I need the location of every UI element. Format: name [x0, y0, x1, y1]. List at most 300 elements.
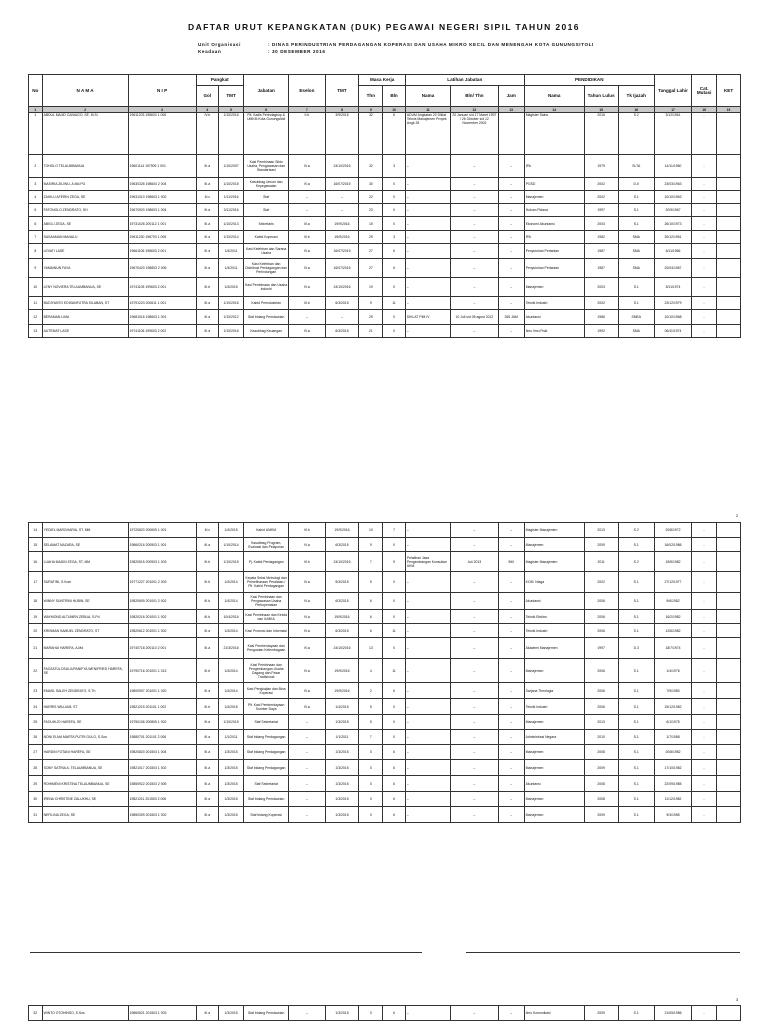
cell-lahir: 27/12/1977 [654, 572, 691, 593]
cell-gol: III.a [196, 325, 219, 338]
cell-nip: 19821215 201101 1 002 [128, 699, 196, 715]
cell-ijazah: S.1 [618, 1006, 654, 1021]
cell-nama: FAOZATULOSULIUPANIFYA WENIFRIED HAREFA, SE [42, 659, 128, 683]
col-nip: N I P [128, 75, 196, 107]
col-cat-mutasi: Cat. Mutasi [692, 75, 717, 107]
cell-eselon: IV.a [289, 572, 325, 593]
cell-nip: 19880701 201101 2 006 [128, 730, 196, 745]
table-row [29, 699, 741, 715]
cell-nama: YAMAINUN FAYA [42, 259, 128, 278]
cell-mutasi: .. [692, 231, 717, 244]
cell-lat: – [405, 638, 450, 659]
cell-lahir: 6/1/1975 [654, 715, 691, 730]
cell-ijazah: S.1 [618, 730, 654, 745]
cell-thn: 2 [359, 683, 383, 699]
cell-nip: 19630326 198604 2 004 [128, 178, 196, 191]
cell-gol: III.a [196, 297, 219, 310]
cell-tmt2: 16/07/2015 [325, 244, 359, 259]
cell-eselon: IV.a [289, 638, 325, 659]
cell-nama: HARRIS WILLIAM, ST [42, 699, 128, 715]
cell-ket [717, 523, 741, 538]
cell-mutasi: .. [692, 593, 717, 610]
cell-bln: 6 [383, 807, 406, 823]
cell-thn: 0 [359, 807, 383, 823]
cell-pend: Hukum Pidana [524, 204, 584, 217]
cell-eselon: II.b [289, 113, 325, 155]
cell-no: 22 [29, 659, 43, 683]
column-number: 12 [451, 107, 499, 113]
cell-jabatan: Kasi Pembinaan dan Pengembangan Usaha Dagang dan Pasar Tradisional [244, 659, 289, 683]
cell-gol: III.a [196, 538, 219, 552]
cell-nama: ZAHILU AFERIN ZEGA, SE [42, 191, 128, 204]
cell-ket [717, 259, 741, 278]
cell-pend: Manajemen [524, 278, 584, 297]
cell-mutasi: .. [692, 610, 717, 624]
cell-no: 10 [29, 278, 43, 297]
cell-tmt2: 24/10/2016 [325, 552, 359, 572]
cell-gol: III.a [196, 807, 219, 823]
cell-eselon: IV.a [289, 278, 325, 297]
cell-nip: 19601114 197909 1 001 [128, 155, 196, 178]
cell-nama: NONI ELMA MARTA PUTRI GULO, S.Sos [42, 730, 128, 745]
cell-thn: 0 [359, 745, 383, 760]
cell-mutasi: .. [692, 807, 717, 823]
cell-ijazah: SMA [618, 244, 654, 259]
cell-jabatan: Kabid Koperasi [244, 231, 289, 244]
cell-lat: – [405, 572, 450, 593]
cell-eselon: III.b [289, 297, 325, 310]
cell-ijazah: S.1 [618, 745, 654, 760]
cell-lulus: 2002 [584, 297, 618, 310]
cell-thn: 0 [359, 792, 383, 807]
cell-nama: EMASL SALEH ZENDRATO, S.Th [42, 683, 128, 699]
cell-no: 11 [29, 297, 43, 310]
cell-tmt2: 6/3/2015 [325, 593, 359, 610]
table-body-page-1 [29, 113, 741, 338]
cell-lulus: 2006 [584, 683, 618, 699]
cell-lat-bt: – [451, 325, 499, 338]
cell-mutasi: .. [692, 244, 717, 259]
cell-ijazah: S.1 [618, 204, 654, 217]
cell-jabatan: Kasi Pembinaan dan Usaha Industri [244, 278, 289, 297]
cell-ket [717, 217, 741, 231]
cell-lahir: 30/12/1961 [654, 231, 691, 244]
cell-bln: 0 [383, 699, 406, 715]
cell-thn: 29 [359, 310, 383, 325]
cell-tmt: 1/10/2007 [219, 155, 244, 178]
cell-lahir: 14/11/1960 [654, 155, 691, 178]
cell-jabatan: Staf bidang Pemdaurian [244, 1006, 289, 1021]
cell-nip: 19860216 200903 1 001 [128, 538, 196, 552]
cell-bln: 6 [383, 1006, 406, 1021]
cell-ket [717, 155, 741, 178]
cell-pend: Administrasi Negara [524, 730, 584, 745]
cell-jabatan: Plt. Kasi Pemberdayaan Sumber Daya [244, 699, 289, 715]
table-row [29, 552, 741, 572]
cell-nip: 19611203 198603 1 006 [128, 113, 196, 155]
cell-nip: 19681016 198603 1 001 [128, 310, 196, 325]
cell-ket [717, 659, 741, 683]
cell-jam: – [498, 730, 524, 745]
column-number: 10 [383, 107, 406, 113]
cell-lahir: 5/11/1974 [654, 278, 691, 297]
column-number: 1 [29, 107, 43, 113]
cell-nip: 19821211 201503 2 006 [128, 792, 196, 807]
col-pendidikan: PENDIDIKAN [524, 75, 654, 86]
table-row [29, 155, 741, 178]
table-row [29, 624, 741, 638]
cell-lulus: 2008 [584, 745, 618, 760]
cell-nama: NEFILINA ZEGA, SE [42, 807, 128, 823]
cell-lulus: 2006 [584, 624, 618, 638]
cell-gol: III.b [196, 552, 219, 572]
cell-pend: Magister Manajemen [524, 523, 584, 538]
cell-lat-bt: – [451, 523, 499, 538]
cell-mutasi: .. [692, 217, 717, 231]
cell-mutasi: .. [692, 683, 717, 699]
state-label: Keadaan [198, 49, 222, 54]
cell-lulus: 2008 [584, 792, 618, 807]
cell-tmt: 1/3/2015 [219, 1006, 244, 1021]
col-lat-nama: Nama [405, 86, 450, 107]
cell-ijazah: S.1 [618, 572, 654, 593]
cell-lahir: 17/10/1982 [654, 760, 691, 776]
cell-ket [717, 244, 741, 259]
cell-gol: III.a [196, 178, 219, 191]
col-jabatan: Jabatan [244, 75, 289, 107]
cell-bln: 0 [383, 325, 406, 338]
cell-bln: 0 [383, 638, 406, 659]
cell-lahir: 06/11/1974 [654, 325, 691, 338]
cell-lulus: 1997 [584, 204, 618, 217]
cell-jam: – [498, 683, 524, 699]
cell-lat: – [405, 178, 450, 191]
cell-nama: MASIRIA ZILIWU, A.Md.PG [42, 178, 128, 191]
cell-ijazah: S.1 [618, 683, 654, 699]
cell-thn: 21 [359, 325, 383, 338]
cell-lat: – [405, 155, 450, 178]
cell-pend: Manajemen [524, 538, 584, 552]
cell-bln: 0 [383, 191, 406, 204]
cell-nip: 19850922 201503 2 005 [128, 776, 196, 792]
cell-lat-bt: – [451, 745, 499, 760]
cell-lat-bt: – [451, 538, 499, 552]
cell-lulus: 2009 [584, 1006, 618, 1021]
cell-pend: PGSD [524, 178, 584, 191]
cell-lat: ADUM Angkatan 20 Diklat Teknis Manajemen Proyek Angk 28 [405, 113, 450, 155]
cell-tmt2: 19/9/2016 [325, 683, 359, 699]
cell-no: 1 [29, 113, 43, 155]
cell-jabatan: Kabid UMKM [244, 523, 289, 538]
cell-mutasi: .. [692, 204, 717, 217]
table-row [29, 259, 741, 278]
page-number: 2 [736, 513, 739, 518]
cell-mutasi: .. [692, 259, 717, 278]
cell-mutasi: .. [692, 730, 717, 745]
cell-tmt2: 19/9/2016 [325, 523, 359, 538]
cell-tmt2: 19/9/2016 [325, 659, 359, 683]
cell-lulus: 2006 [584, 610, 618, 624]
cell-tmt2: 1/3/2015 [325, 807, 359, 823]
cell-ijazah: S.2 [618, 523, 654, 538]
cell-lulus: 2009 [584, 760, 618, 776]
col-lat-bln-thn: Bln/ Thn [451, 86, 499, 107]
cell-gol: III.b [196, 699, 219, 715]
cell-bln: 0 [383, 610, 406, 624]
cell-lat-bt: – [451, 178, 499, 191]
cell-jabatan: Kasi Pengkajian dan Bina Koperasi [244, 683, 289, 699]
cell-mutasi: .. [692, 310, 717, 325]
cell-nama: BUDIYANTO EDISANFUTRA SILABAN, ST [42, 297, 128, 310]
cell-pend: IPA [524, 231, 584, 244]
cell-eselon: IV.a [289, 325, 325, 338]
cell-nama: SELAMAT NAZARA, SE [42, 538, 128, 552]
cell-mutasi: .. [692, 745, 717, 760]
cell-bln: 0 [383, 593, 406, 610]
cell-lahir: 15/5/1982 [654, 552, 691, 572]
cell-lahir: 10/10/1968 [654, 310, 691, 325]
cell-ket [717, 191, 741, 204]
column-number: 5 [219, 107, 244, 113]
cell-jam: – [498, 1006, 524, 1021]
cell-pend: Akuntansi [524, 310, 584, 325]
cell-tmt2: 1/4/2015 [325, 699, 359, 715]
cell-lat-bt: – [451, 204, 499, 217]
page-number: 3 [736, 997, 739, 1002]
cell-nama: TOHOLO TELAUMBANUA [42, 155, 128, 178]
table-row [29, 1006, 741, 1021]
col-ket: KET [717, 75, 741, 107]
table-row [29, 760, 741, 776]
cell-tmt: 1/1/2011 [219, 730, 244, 745]
cell-lulus: 2003 [584, 278, 618, 297]
cell-nama: FATONOLO ZENDRATO, SH [42, 204, 128, 217]
cell-nip: 19820609 201001 2 002 [128, 593, 196, 610]
cell-nama: HARDIN FOTANI HAREFA, SE [42, 745, 128, 760]
cell-tmt: 1/10/2015 [219, 178, 244, 191]
cell-lat-bt: – [451, 760, 499, 776]
cell-bln: 6 [383, 792, 406, 807]
cell-lulus: 1982 [584, 231, 618, 244]
col-tmt: TMT [219, 86, 244, 107]
cell-jam: – [498, 699, 524, 715]
cell-tmt2: 24/10/2016 [325, 638, 359, 659]
cell-mutasi: .. [692, 1006, 717, 1021]
table-row [29, 310, 741, 325]
cell-nama: MARAHAI HAREFA, A.Md [42, 638, 128, 659]
cell-eselon: IV.a [289, 624, 325, 638]
cell-lat-bt: – [451, 807, 499, 823]
column-number: 8 [325, 107, 359, 113]
cell-no: 26 [29, 730, 43, 745]
cell-ket [717, 297, 741, 310]
cell-ket [717, 760, 741, 776]
cell-nip: 19741105 199603 2 001 [128, 278, 196, 297]
cell-mutasi: .. [692, 538, 717, 552]
cell-pend: Teknik Industri [524, 297, 584, 310]
cell-lat-bt: 20 Januari s/d 17 Maret 1997 / 26 Oktober s/d 12 November 2002 [451, 113, 499, 155]
cell-eselon: IV.a [289, 683, 325, 699]
cell-lat: – [405, 715, 450, 730]
cell-eselon: – [289, 760, 325, 776]
cell-pend: Manajemen [524, 807, 584, 823]
cell-eselon: III.a [289, 217, 325, 231]
cell-jam: 960 [498, 552, 524, 572]
cell-tmt: 1/10/2014 [219, 538, 244, 552]
cell-ijazah: SMA [618, 231, 654, 244]
cell-ket [717, 552, 741, 572]
cell-mutasi: .. [692, 191, 717, 204]
column-number: 7 [289, 107, 325, 113]
unit-value: : DINAS PERINDUSTRIAN PERDAGANGAN KOPERASI DAN USAHA MIKRO KECIL DAN MENENGAH KOTA GUNUNGSITOLI [268, 42, 594, 47]
cell-pend: Ekonomi Akuntansi [524, 217, 584, 231]
cell-jam: – [498, 638, 524, 659]
cell-tmt2: 6/3/2015 [325, 538, 359, 552]
cell-no: 5 [29, 204, 43, 217]
cell-tmt: 1/10/2016 [219, 297, 244, 310]
column-number: 3 [128, 107, 196, 113]
unit-label: Unit Organisasi [198, 42, 241, 47]
cell-jam: – [498, 244, 524, 259]
cell-ijazah: SMA [618, 259, 654, 278]
cell-gol: III.a [196, 155, 219, 178]
cell-tmt: 1/10/2016 [219, 113, 244, 155]
cell-ket [717, 310, 741, 325]
cell-no: 18 [29, 593, 43, 610]
cell-jabatan: Kasi Pembinaan dan Kelola dan IUMKA [244, 610, 289, 624]
cell-bln: 0 [383, 278, 406, 297]
cell-bln: 11 [383, 659, 406, 683]
cell-tmt2: 6/3/2015 [325, 325, 359, 338]
cell-tmt2: 1/3/2015 [325, 1006, 359, 1021]
cell-mutasi: .. [692, 715, 717, 730]
cell-gol: III.a [196, 231, 219, 244]
cell-lat-bt: – [451, 191, 499, 204]
cell-ijazah: S.1 [618, 699, 654, 715]
cell-lat-bt: – [451, 683, 499, 699]
cell-tmt2: 16/07/2015 [325, 259, 359, 278]
cell-jam [498, 113, 524, 155]
cell-eselon: III.b [289, 552, 325, 572]
cell-ijazah: S.1 [618, 624, 654, 638]
cell-ket [717, 610, 741, 624]
cell-no: 31 [29, 807, 43, 823]
cell-lat: – [405, 776, 450, 792]
cell-lahir: 15/12/1982 [654, 699, 691, 715]
cell-mutasi: .. [692, 699, 717, 715]
cell-jabatan: Staf [244, 191, 289, 204]
cell-ket [717, 538, 741, 552]
cell-ket [717, 730, 741, 745]
cell-lulus: 1986 [584, 310, 618, 325]
cell-ijazah: S.1 [618, 217, 654, 231]
table-row [29, 204, 741, 217]
cell-nama: WAYMOND ALTUMEN ZEBUA, S.Pd [42, 610, 128, 624]
cell-jam: – [498, 760, 524, 776]
cell-lat-bt: – [451, 231, 499, 244]
cell-ket [717, 572, 741, 593]
cell-gol: III.a [196, 760, 219, 776]
cell-lahir: 21/05/1986 [654, 1006, 691, 1021]
cell-nip: 19820820 201503 1 004 [128, 745, 196, 760]
cell-mutasi: .. [692, 155, 717, 178]
cell-pend: Sarjana Theologia [524, 683, 584, 699]
cell-lat: – [405, 325, 450, 338]
cell-nama: ABDUL MAJID CANIAGO, SE, M.Si [42, 113, 128, 155]
cell-eselon: IV.a [289, 659, 325, 683]
unit-row [198, 42, 738, 47]
col-nama: N A M A [42, 75, 128, 107]
cell-nip: 19850309 201503 1 002 [128, 807, 196, 823]
cell-lulus: 1997 [584, 638, 618, 659]
cell-thn: 27 [359, 244, 383, 259]
cell-thn: 0 [359, 776, 383, 792]
cell-nip: 19740718 200110 2 001 [128, 638, 196, 659]
cell-nama: LEVATI LASE [42, 244, 128, 259]
col-pend-nama: Nama [524, 86, 584, 107]
cell-tmt2: 6/3/2015 [325, 624, 359, 638]
cell-tmt2: 19/9/2016 [325, 217, 359, 231]
cell-thn: 6 [359, 610, 383, 624]
cell-nama: SOBY SATRIA A. TELAUMBANUA, SE [42, 760, 128, 776]
cell-nama: WINTO OTOHINSO, S.Sos [42, 1006, 128, 1021]
duk-table-page-3 [28, 1005, 741, 1021]
cell-jam: – [498, 538, 524, 552]
cell-tmt: 1/4/2014 [219, 593, 244, 610]
cell-tmt: 1/3/2015 [219, 745, 244, 760]
cell-thn: 19 [359, 278, 383, 297]
cell-ijazah: S.1 [618, 807, 654, 823]
cell-lat: – [405, 610, 450, 624]
cell-ijazah: S.2 [618, 552, 654, 572]
cell-bln: 6 [383, 259, 406, 278]
cell-tmt: 3/11/2016 [219, 204, 244, 217]
cell-jabatan: Staf Sekretariat [244, 715, 289, 730]
col-tmt-eselon: TMT [325, 75, 359, 107]
cell-tmt: 1/3/2015 [219, 760, 244, 776]
cell-nip: 19820515 200903 1 003 [128, 552, 196, 572]
cell-pend: Ilmu Ilmu Fisik [524, 325, 584, 338]
cell-lahir: 16/02/1986 [654, 538, 691, 552]
cell-lahir: 20/04/1967 [654, 259, 691, 278]
cell-mutasi: .. [692, 325, 717, 338]
cell-eselon: – [289, 310, 325, 325]
cell-thn: 9 [359, 538, 383, 552]
cell-no: 25 [29, 715, 43, 730]
cell-gol: III.a [196, 715, 219, 730]
cell-jam: – [498, 204, 524, 217]
cell-lahir: 7/9/1980 [654, 683, 691, 699]
cell-jam: – [498, 572, 524, 593]
cell-nip: 19631010 198603 1 002 [128, 191, 196, 204]
cell-thn: 30 [359, 178, 383, 191]
col-pangkat: Pangkat [196, 75, 244, 86]
cell-nip: 19790716 201001 1 013 [128, 659, 196, 683]
cell-lat-bt: – [451, 699, 499, 715]
cell-tmt: 1/4/2014 [219, 683, 244, 699]
cell-bln: 3 [383, 231, 406, 244]
cell-no: 29 [29, 776, 43, 792]
cell-thn: 5 [359, 715, 383, 730]
cell-lulus: 2008 [584, 776, 618, 792]
cell-eselon: – [289, 1006, 325, 1021]
cell-ket [717, 624, 741, 638]
cell-lulus: 2009 [584, 538, 618, 552]
cell-mutasi: .. [692, 113, 717, 155]
col-thn: Thn [359, 86, 383, 107]
cell-bln: 7 [383, 523, 406, 538]
cell-eselon: – [289, 191, 325, 204]
